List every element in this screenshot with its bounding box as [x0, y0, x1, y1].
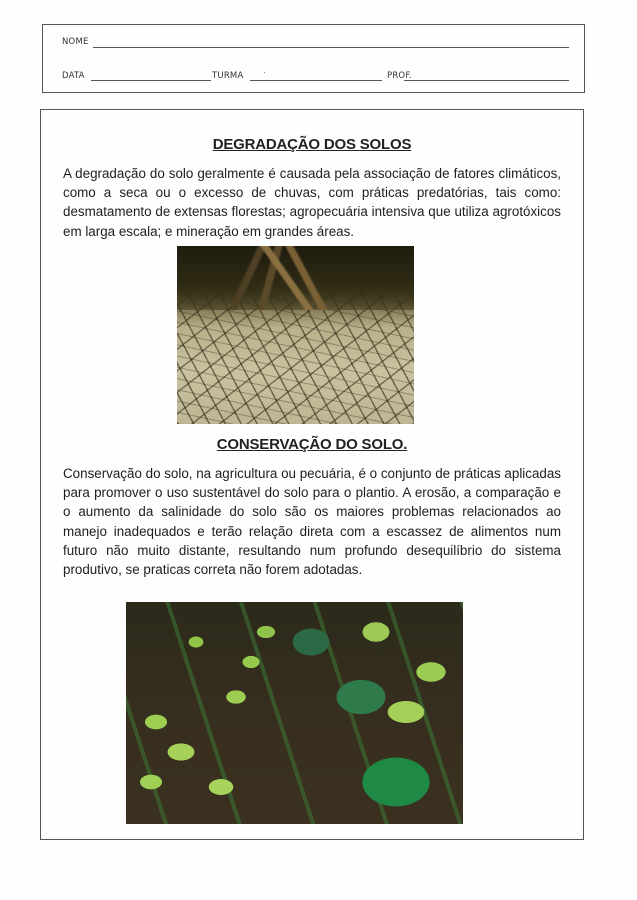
prof-field[interactable]: [404, 80, 569, 81]
paragraph-degradacao: A degradação do solo geralmente é causada pela associação de fatores climáticos, como a seca ou o excesso de chuvas, com práticas predatórias, tais como: desmatamento de extensas florestas; agropecuária intensiva que utiliza agrotóxicos em larga escala; e mineração em grandes áreas.: [63, 166, 561, 239]
content-box: [40, 109, 584, 840]
student-info-box: [42, 24, 585, 93]
section-title-conservacao: CONSERVAÇÃO DO SOLO.: [216, 436, 408, 453]
data-field[interactable]: [91, 80, 211, 81]
turma-label: TURMA: [212, 71, 244, 81]
nome-label: NOME: [62, 37, 89, 47]
data-label: DATA: [62, 71, 85, 81]
section-title-degradacao: DEGRADAÇÃO DOS SOLOS: [212, 136, 412, 153]
trees-icon: [177, 246, 414, 310]
vegetable-garden-photo: [126, 602, 463, 824]
turma-field[interactable]: [250, 80, 382, 81]
turma-mark: ·: [263, 68, 266, 77]
prof-label: PROF.: [387, 71, 412, 81]
cracked-dry-soil-photo: [177, 246, 414, 424]
paragraph-conservacao: Conservação do solo, na agricultura ou pecuária, é o conjunto de práticas aplicadas para promover o uso sustentável do solo para o plantio. A erosão, a comparação e o aumento da salinidade do solo são os maiores problemas relacionados ao manejo inadequados e terão relação direta com a escassez de alimentos num futuro não muito distante, resultando num profundo desequilíbrio do sistema produtivo, se praticas correta não forem adotadas.: [63, 466, 561, 578]
nome-field[interactable]: [93, 47, 569, 48]
